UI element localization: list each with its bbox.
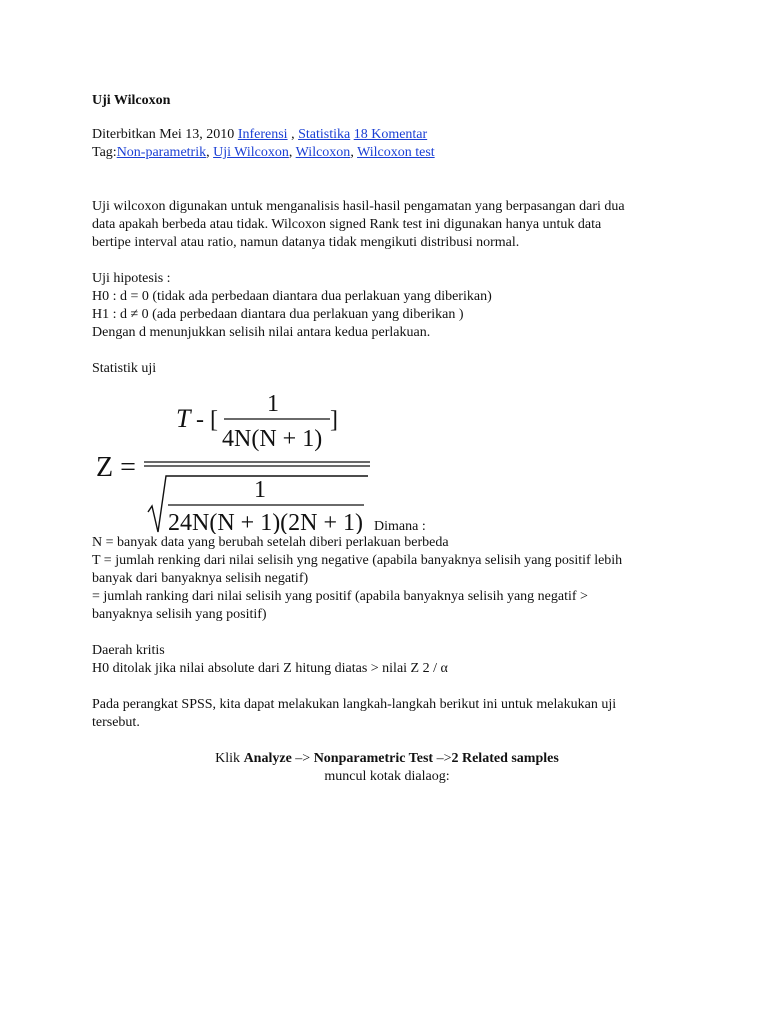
statistic-section bbox=[92, 360, 682, 624]
hypothesis-h0: H0 : d = 0 (tidak ada perbedaan diantara dua perlakuan yang diberikan) bbox=[92, 289, 492, 304]
definition-line: = jumlah ranking dari nilai selisih yang positif (apabila banyaknya selisih yang negatif > bbox=[92, 589, 588, 604]
published-line bbox=[92, 126, 682, 144]
article bbox=[92, 92, 682, 786]
tag-link-wilcoxon[interactable]: Wilcoxon bbox=[295, 145, 351, 160]
tag-separator: , bbox=[206, 145, 210, 160]
tag-separator: , bbox=[350, 145, 354, 160]
definition-line: T = jumlah renking dari nilai selisih yng negative (apabila banyaknya selisih yang positif lebih bbox=[92, 553, 623, 568]
formula-inner-den: 4N(N + 1) bbox=[222, 426, 323, 452]
definition-line: banyak dari banyaknya selisih negatif) bbox=[92, 571, 309, 586]
critical-title: Daerah kritis bbox=[92, 643, 165, 658]
formula-sqrt-one: 1 bbox=[254, 477, 266, 503]
dialog-note: muncul kotak dialaog: bbox=[324, 769, 450, 784]
intro-paragraph bbox=[92, 198, 682, 252]
steps-line bbox=[92, 750, 682, 768]
step-klik: Klik bbox=[215, 751, 241, 766]
spss-steps bbox=[92, 750, 682, 786]
formula-den: 24N(N + 1)(2N + 1) bbox=[168, 510, 364, 534]
category-separator: , bbox=[291, 127, 295, 142]
formula-lhs: Z = bbox=[96, 452, 136, 483]
critical-region-section bbox=[92, 642, 682, 678]
tag-separator: , bbox=[288, 145, 293, 160]
hypothesis-title: Uji hipotesis : bbox=[92, 271, 171, 286]
formula-close: ] bbox=[330, 407, 338, 433]
dimana-label: Dimana : bbox=[374, 519, 426, 534]
wilcoxon-formula bbox=[92, 384, 682, 534]
published-date: Diterbitkan Mei 13, 2010 bbox=[92, 127, 235, 142]
post-meta bbox=[92, 126, 682, 162]
tag-link-wilcoxon-test[interactable]: Wilcoxon test bbox=[357, 145, 435, 160]
step-nonparametric: Nonparametric Test bbox=[313, 751, 434, 766]
statistic-title: Statistik uji bbox=[92, 361, 157, 376]
page-title: Uji Wilcoxon bbox=[92, 93, 171, 108]
spss-paragraph bbox=[92, 696, 682, 732]
intro-line: Uji wilcoxon digunakan untuk menganalisis hasil-hasil pengamatan yang berpasangan dari dua bbox=[92, 199, 625, 214]
step-arrow: –> bbox=[436, 751, 452, 766]
formula-inner-one: 1 bbox=[267, 391, 279, 417]
step-related-samples: 2 Related samples bbox=[451, 751, 559, 766]
step-analyze: Analyze bbox=[243, 751, 292, 766]
hypothesis-note: Dengan d menunjukkan selisih nilai antara kedua perlakuan. bbox=[92, 325, 431, 340]
category-link-statistika[interactable]: Statistika bbox=[298, 127, 351, 142]
intro-line: bertipe interval atau ratio, namun datanya tidak mengikuti distribusi normal. bbox=[92, 235, 520, 250]
comments-link[interactable]: 18 Komentar bbox=[353, 127, 428, 142]
formula-image bbox=[92, 384, 382, 534]
category-link-inferensi[interactable]: Inferensi bbox=[237, 127, 288, 142]
definition-line: banyaknya selisih yang positif) bbox=[92, 607, 267, 622]
tag-line bbox=[92, 144, 682, 162]
definition-line: N = banyak data yang berubah setelah diberi perlakuan berbeda bbox=[92, 535, 449, 550]
tag-link-nonparametrik[interactable]: Non-parametrik bbox=[116, 145, 207, 160]
tag-label: Tag: bbox=[92, 145, 117, 160]
hypothesis-h1: H1 : d ≠ 0 (ada perbedaan diantara dua perlakuan yang diberikan ) bbox=[92, 307, 464, 322]
tag-link-uji-wilcoxon[interactable]: Uji Wilcoxon bbox=[213, 145, 289, 160]
formula-T: T bbox=[176, 404, 191, 433]
spss-line: Pada perangkat SPSS, kita dapat melakukan langkah-langkah berikut ini untuk melakukan uji bbox=[92, 697, 617, 712]
intro-line: data apakah berbeda atau tidak. Wilcoxon signed Rank test ini digunakan hanya untuk data bbox=[92, 217, 602, 232]
spss-line: tersebut. bbox=[92, 715, 140, 730]
step-arrow: –> bbox=[295, 751, 311, 766]
critical-rule: H0 ditolak jika nilai absolute dari Z hitung diatas > nilai Z 2 / α bbox=[92, 661, 448, 676]
formula-minus: - [ bbox=[196, 407, 218, 433]
hypothesis-section bbox=[92, 270, 682, 342]
